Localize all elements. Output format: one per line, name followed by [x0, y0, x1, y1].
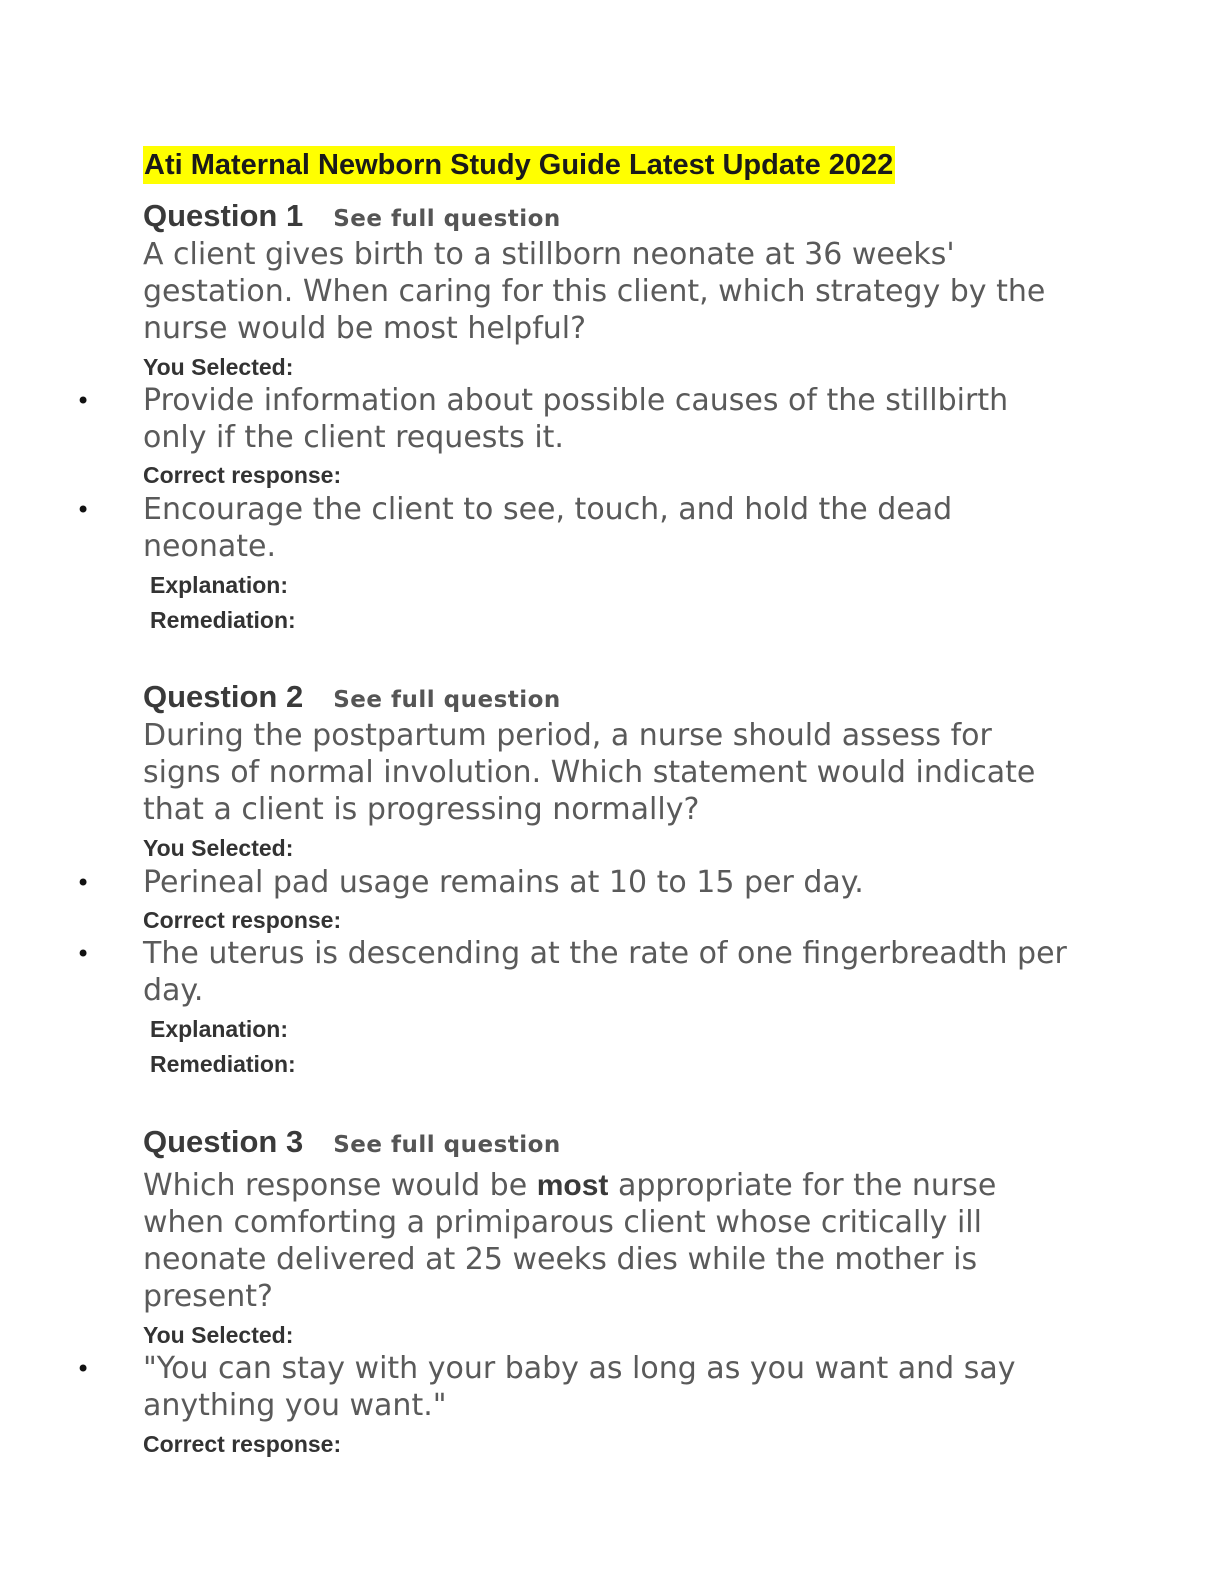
- question-1-selected-answer: Provide information about possible causes of the stillbirth only if the client requests it.: [143, 383, 1009, 455]
- question-3-text-before: Which response would be: [143, 1168, 528, 1203]
- question-1-text: A client gives birth to a stillborn neonate at 36 weeks' gestation. When caring for this client, which strategy by the nurse would be most helpful?: [143, 237, 1046, 346]
- question-2-text: During the postpartum period, a nurse should assess for signs of normal involution. Which statement would indicate that a client is progressing normally?: [143, 718, 1036, 827]
- question-3-heading: [143, 1124, 561, 1163]
- question-3-title: Question 3: [143, 1124, 304, 1159]
- bullet-icon: •: [76, 387, 91, 415]
- bullet-icon: •: [76, 940, 91, 968]
- question-2-correct-answer: The uterus is descending at the rate of one fingerbreadth per day.: [143, 936, 1067, 1008]
- correct-response-label: Correct response:: [143, 462, 342, 488]
- bullet-icon: •: [76, 496, 91, 524]
- see-full-question-link[interactable]: See full question: [333, 687, 561, 713]
- question-2-title: Question 2: [143, 679, 304, 714]
- question-2-heading: [143, 679, 561, 718]
- explanation-label: Explanation:: [150, 572, 289, 598]
- correct-response-label: Correct response:: [143, 1431, 342, 1457]
- question-1-correct-answer: Encourage the client to see, touch, and hold the dead neonate.: [143, 492, 953, 564]
- correct-response-label: Correct response:: [143, 907, 342, 933]
- bullet-icon: •: [76, 1355, 91, 1383]
- you-selected-label: You Selected:: [143, 835, 294, 861]
- remediation-label: Remediation:: [150, 1051, 296, 1077]
- bullet-icon: •: [76, 869, 91, 897]
- you-selected-label: You Selected:: [143, 354, 294, 380]
- see-full-question-link[interactable]: See full question: [333, 206, 561, 232]
- question-1-title: Question 1: [143, 198, 304, 233]
- remediation-label: Remediation:: [150, 607, 296, 633]
- question-3-text: [143, 1167, 1073, 1315]
- see-full-question-link[interactable]: See full question: [333, 1132, 561, 1158]
- explanation-label: Explanation:: [150, 1016, 289, 1042]
- question-1-heading: [143, 198, 561, 237]
- you-selected-label: You Selected:: [143, 1322, 294, 1348]
- question-3-emphasis: most: [536, 1169, 609, 1202]
- question-3-text-after: appropriate for the nurse when comforting a primiparous client whose critically ill neonate delivered at 25 weeks dies while the mother is present?: [143, 1168, 997, 1314]
- document-title: Ati Maternal Newborn Study Guide Latest Update 2022: [143, 146, 895, 184]
- question-3-selected-answer: "You can stay with your baby as long as you want and say anything you want.": [143, 1351, 1016, 1423]
- question-2-selected-answer: Perineal pad usage remains at 10 to 15 per day.: [143, 865, 864, 900]
